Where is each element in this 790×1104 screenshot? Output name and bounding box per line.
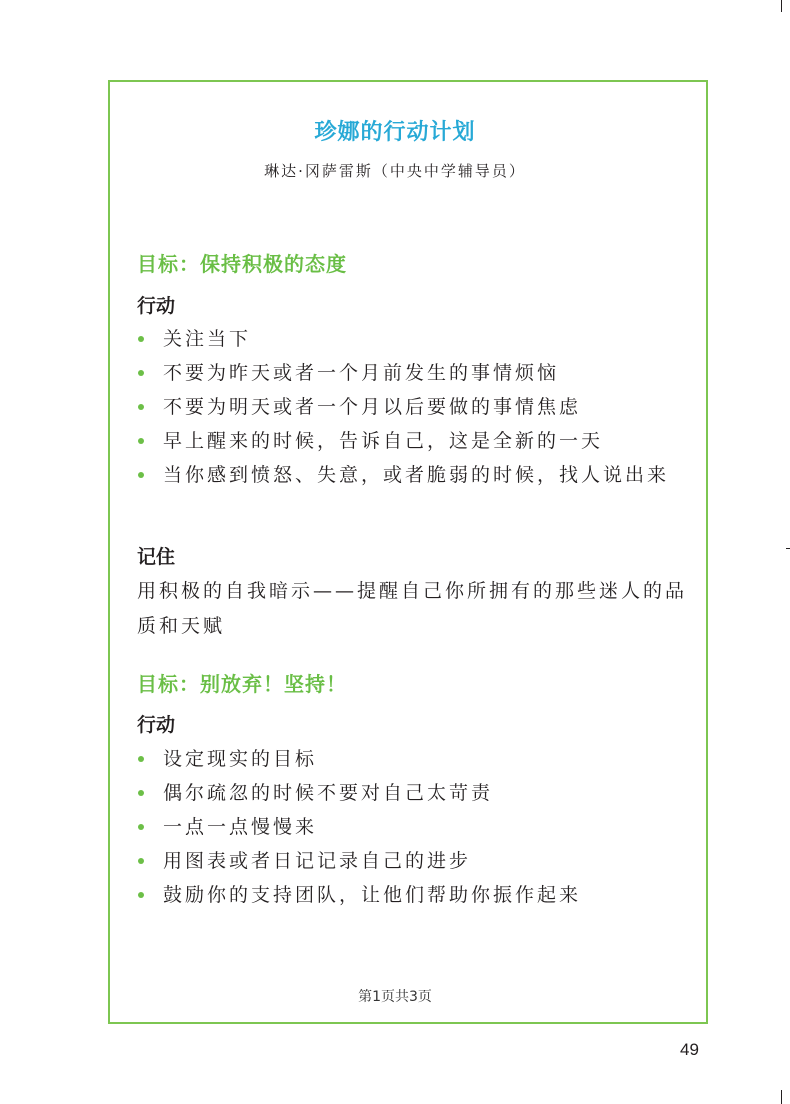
list-item bbox=[137, 424, 687, 458]
list-item bbox=[137, 356, 687, 390]
list-item bbox=[137, 742, 687, 776]
page-title: 珍娜的行动计划 bbox=[314, 120, 476, 145]
list-item-text: 当你感到愤怒、失意，或者脆弱的时候，找人说出来 bbox=[163, 464, 670, 486]
list-item-text: 偶尔疏忽的时候不要对自己太苛责 bbox=[163, 782, 494, 804]
list-item-text: 鼓励你的支持团队，让他们帮助你振作起来 bbox=[163, 884, 582, 906]
list-item bbox=[137, 458, 687, 492]
list-item-text: 早上醒来的时候，告诉自己，这是全新的一天 bbox=[163, 430, 604, 452]
page-number: 49 bbox=[680, 1040, 699, 1059]
list-item bbox=[137, 844, 687, 878]
bullet-icon bbox=[138, 824, 144, 830]
author-line: 琳达·冈萨雷斯（中央中学辅导员） bbox=[264, 162, 526, 180]
action-list-2 bbox=[137, 742, 687, 912]
bullet-icon bbox=[138, 472, 144, 478]
list-item-text: 关注当下 bbox=[163, 328, 252, 350]
list-item bbox=[137, 322, 687, 356]
list-item-text: 设定现实的目标 bbox=[163, 748, 318, 770]
bullet-icon bbox=[138, 404, 144, 410]
bullet-icon bbox=[138, 756, 144, 762]
list-item bbox=[137, 776, 687, 810]
remember-text: 用积极的自我暗示——提醒自己你所拥有的那些迷人的品质和天赋 bbox=[137, 580, 688, 637]
action-list-1 bbox=[137, 322, 687, 492]
list-item bbox=[137, 390, 687, 424]
bullet-icon bbox=[138, 438, 144, 444]
list-item-text: 不要为昨天或者一个月前发生的事情烦恼 bbox=[163, 362, 560, 384]
actions-heading-1: 行动 bbox=[137, 295, 176, 317]
list-item bbox=[137, 878, 687, 912]
list-item-text: 用图表或者日记记录自己的进步 bbox=[163, 850, 472, 872]
actions-heading-2: 行动 bbox=[137, 714, 176, 736]
bullet-icon bbox=[138, 336, 144, 342]
bullet-icon bbox=[138, 892, 144, 898]
remember-heading: 记住 bbox=[137, 546, 176, 568]
bullet-icon bbox=[138, 858, 144, 864]
bullet-icon bbox=[138, 790, 144, 796]
page-info: 第1页共3页 bbox=[358, 989, 432, 1005]
crop-mark-middle bbox=[786, 548, 790, 549]
crop-mark-bottom bbox=[781, 1090, 782, 1104]
crop-mark-top bbox=[781, 0, 782, 12]
goal-heading-2: 目标：别放弃！坚持！ bbox=[137, 672, 347, 696]
bullet-icon bbox=[138, 370, 144, 376]
list-item bbox=[137, 810, 687, 844]
goal-heading-1: 目标：保持积极的态度 bbox=[137, 252, 347, 276]
list-item-text: 不要为明天或者一个月以后要做的事情焦虑 bbox=[163, 396, 582, 418]
list-item-text: 一点一点慢慢来 bbox=[163, 816, 318, 838]
